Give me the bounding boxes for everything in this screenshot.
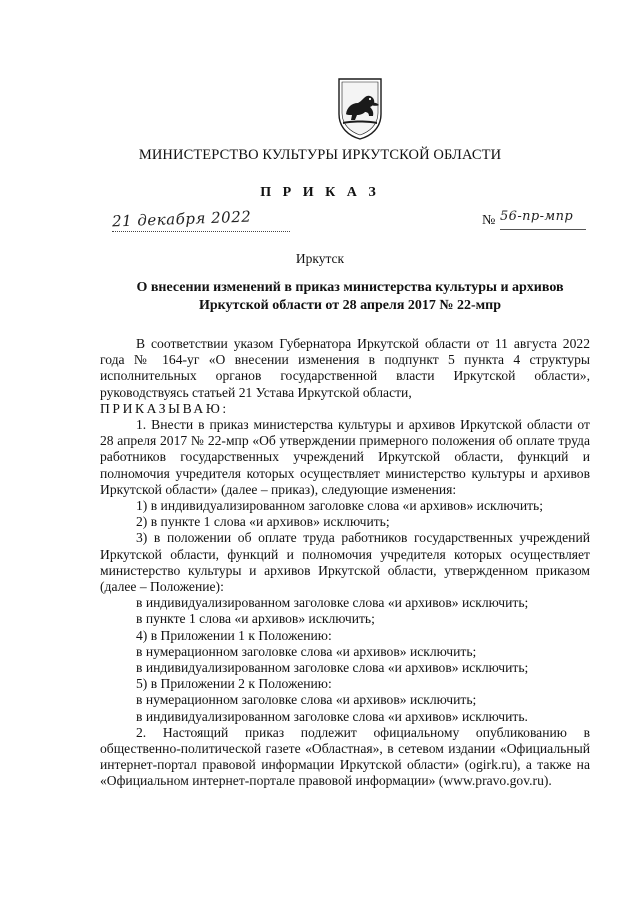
subitem-4a: в нумерационном заголовке слова «и архивов» исключить; [136,643,477,659]
coat-of-arms-icon [333,76,387,142]
number-underline [500,229,586,230]
date-underline [112,231,290,232]
title-line-2: Иркутской области от 28 апреля 2017 № 22-мпр [198,298,502,313]
subitem-3: 3) в положении об оплате труда работников государственных учреждений Иркутской области, функций и полномочия учредителя которых осуществляет министерство культуры и архивов Иркутской области, утвержденном приказом (далее – Положение): [100,530,590,595]
subitem-3a: в индивидуализированном заголовке слова «и архивов» исключить; [136,595,529,611]
subitem-4b: в индивидуализированном заголовке слова «и архивов» исключить; [136,660,529,676]
handwritten-number: 56-пр-мпр [500,209,574,224]
document-title [100,279,600,315]
subitem-4: 4) в Приложении 1 к Положению: [136,627,332,643]
item-1-paragraph: 1. Внести в приказ министерства культуры и архивов Иркутской области от 28 апреля 2017 № 22-мпр «Об утверждении примерного положения об оплате труда работников государственных учреждений Иркутской области, функций и полномочия учредителя которых осуществляет министерство культуры и архивов Иркутской области» (далее – приказ), следующие изменения: [100,417,590,497]
document-type: П Р И К А З [260,185,380,200]
subitem-2: 2) в пункте 1 слова «и архивов» исключить; [136,514,390,530]
ministry-name: МИНИСТЕРСТВО КУЛЬТУРЫ ИРКУТСКОЙ ОБЛАСТИ [138,147,502,163]
preamble-paragraph: В соответствии указом Губернатора Иркутской области от 11 августа 2022 года № 164-уг «О внесении изменения в подпункт 5 пункта 4 структуры исполнительных органов государственной власти Иркутской области», руководствуясь статьей 21 Устава Иркутской области, [100,336,590,400]
number-label: № [482,213,496,228]
order-word: ПРИКАЗЫВАЮ: [100,400,229,416]
subitem-3b: в пункте 1 слова «и архивов» исключить; [136,611,375,627]
subitem-1: 1) в индивидуализированном заголовке слова «и архивов» исключить; [136,498,544,514]
item-2-paragraph: 2. Настоящий приказ подлежит официальному опубликованию в общественно-политической газете «Областная», в сетевом издании «Официальный интернет-портал правовой информации Иркутской области» (ogirk.ru), а также на «Официальном интернет-портале правовой информации» (www.pravo.gov.ru). [100,724,590,789]
handwritten-date: 21 декабря 2022 [111,207,252,231]
city: Иркутск [295,251,345,266]
subitem-5: 5) в Приложении 2 к Положению: [136,676,332,692]
title-line-1: О внесении изменений в приказ министерства культуры и архивов [136,280,564,295]
subitem-5a: в нумерационном заголовке слова «и архивов» исключить; [136,692,477,708]
document-body [100,336,590,790]
subitem-5b: в индивидуализированном заголовке слова «и архивов» исключить. [136,708,528,724]
